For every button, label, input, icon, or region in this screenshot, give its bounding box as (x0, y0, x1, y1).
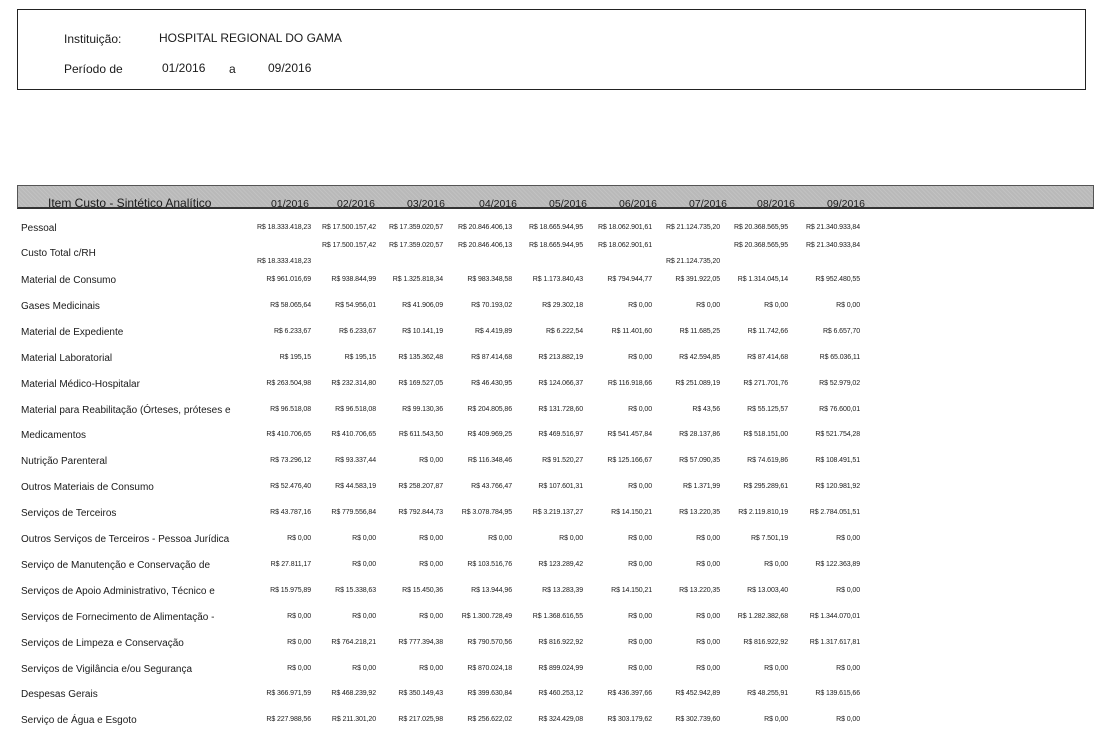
value-cell: R$ 366.971,59 (266, 690, 311, 698)
value-cell: R$ 0,00 (628, 612, 652, 620)
institution-name: HOSPITAL REGIONAL DO GAMA (159, 31, 342, 45)
value-cell: R$ 0,00 (628, 535, 652, 542)
table-title: Item Custo - Sintético Analítico (48, 196, 212, 210)
column-header: 06/2016 (619, 198, 657, 210)
value-cell: R$ 6.233,67 (273, 327, 311, 335)
value-cell: R$ 0,00 (696, 664, 720, 672)
header-box (17, 9, 1086, 90)
row-label: Despesas Gerais (21, 689, 98, 701)
value-cell: R$ 409.969,25 (467, 431, 512, 439)
row-label: Material para Reabilitação (Órteses, próteses e (21, 404, 231, 416)
value-cell: R$ 611.543,50 (398, 431, 443, 439)
value-cell: R$ 983.348,58 (467, 276, 512, 283)
value-cell: R$ 518.151,00 (743, 431, 788, 439)
value-cell: R$ 120.981,92 (815, 483, 860, 491)
value-cell: R$ 99.130,36 (402, 405, 443, 413)
value-cell: R$ 0,00 (287, 612, 311, 620)
value-cell: R$ 195,15 (344, 353, 376, 361)
value-cell: R$ 961.016,69 (266, 276, 311, 283)
value-cell: R$ 0,00 (836, 664, 860, 672)
value-cell: R$ 0,00 (352, 664, 376, 672)
value-cell: R$ 124.066,37 (538, 379, 583, 387)
row-label: Material de Consumo (21, 275, 117, 286)
value-cell: R$ 436.397,66 (607, 690, 652, 698)
value-cell: R$ 7.501,19 (750, 535, 788, 542)
value-cell: R$ 135.362,48 (398, 353, 443, 361)
value-cell: R$ 17.359.020,57 (388, 224, 443, 231)
value-cell: R$ 232.314,80 (331, 379, 376, 387)
value-cell: R$ 399.630,84 (467, 690, 512, 698)
value-cell: R$ 41.906,09 (402, 301, 443, 309)
value-cell: R$ 91.520,27 (542, 457, 583, 465)
value-cell: R$ 28.137,86 (679, 431, 720, 439)
value-cell: R$ 2.784.051,51 (809, 509, 860, 517)
value-cell: R$ 11.401,60 (611, 327, 652, 335)
value-cell: R$ 521.754,28 (815, 431, 860, 439)
value-cell: R$ 46.430,95 (471, 379, 512, 387)
value-cell: R$ 816.922,92 (743, 638, 788, 646)
value-cell: R$ 0,00 (836, 716, 860, 724)
value-cell: R$ 295.289,61 (743, 483, 788, 491)
row-label: Serviços de Terceiros (21, 508, 117, 520)
value-cell: R$ 18.333.418,23 (256, 258, 311, 265)
value-cell: R$ 3.219.137,27 (532, 509, 583, 517)
value-cell: R$ 1.368.616,55 (532, 612, 583, 620)
value-cell: R$ 0,00 (628, 483, 652, 491)
value-cell: R$ 0,00 (352, 612, 376, 620)
value-cell: R$ 18.665.944,95 (528, 224, 583, 231)
value-cell: R$ 20.368.565,95 (733, 224, 788, 231)
value-cell: R$ 13.003,40 (747, 586, 788, 594)
row-label: Custo Total c/RH (21, 248, 96, 259)
value-cell: R$ 13.944,96 (471, 586, 512, 594)
value-cell: R$ 460.253,12 (538, 690, 583, 698)
institution-label: Instituição: (64, 32, 122, 46)
value-cell: R$ 107.601,31 (538, 483, 583, 491)
value-cell: R$ 125.166,67 (607, 457, 652, 465)
value-cell: R$ 816.922,92 (538, 638, 583, 646)
value-cell: R$ 43.787,16 (270, 509, 311, 517)
column-header: 09/2016 (827, 198, 865, 210)
column-header: 05/2016 (549, 198, 587, 210)
row-label: Material Laboratorial (21, 352, 113, 364)
value-cell: R$ 0,00 (287, 638, 311, 646)
value-cell: R$ 764.218,21 (331, 638, 376, 646)
value-cell: R$ 27.811,17 (270, 560, 311, 568)
value-cell: R$ 938.844,99 (331, 276, 376, 283)
value-cell: R$ 21.124.735,20 (665, 258, 720, 265)
value-cell: R$ 17.359.020,57 (388, 242, 443, 249)
value-cell: R$ 169.527,05 (398, 379, 443, 387)
value-cell: R$ 0,00 (419, 457, 443, 465)
value-cell: R$ 20.846.406,13 (457, 242, 512, 249)
value-cell: R$ 43.766,47 (471, 483, 512, 491)
value-cell: R$ 18.333.418,23 (256, 224, 311, 231)
value-cell: R$ 15.975,89 (270, 586, 311, 594)
row-label: Serviços de Limpeza e Conservação (21, 637, 184, 649)
value-cell: R$ 794.944,77 (607, 276, 652, 283)
value-cell: R$ 779.556,84 (331, 509, 376, 517)
value-cell: R$ 29.302,18 (542, 301, 583, 309)
value-cell: R$ 44.583,19 (335, 483, 376, 491)
column-header: 02/2016 (337, 198, 375, 210)
column-header: 03/2016 (407, 198, 445, 210)
value-cell: R$ 20.846.406,13 (457, 224, 512, 231)
value-cell: R$ 73.296,12 (270, 457, 311, 465)
value-cell: R$ 258.207,87 (398, 483, 443, 491)
value-cell: R$ 0,00 (836, 301, 860, 309)
value-cell: R$ 116.918,66 (607, 379, 652, 387)
value-cell: R$ 0,00 (764, 664, 788, 672)
value-cell: R$ 1.282.382,68 (737, 612, 788, 620)
row-label: Gases Medicinais (21, 300, 100, 312)
value-cell: R$ 103.516,76 (467, 560, 512, 568)
value-cell: R$ 1.314.045,14 (737, 276, 788, 283)
value-cell: R$ 0,00 (628, 301, 652, 309)
value-cell: R$ 14.150,21 (611, 509, 652, 517)
value-cell: R$ 0,00 (628, 560, 652, 568)
row-label: Serviços de Vigilância e/ou Segurança (21, 663, 193, 675)
value-cell: R$ 42.594,85 (679, 353, 720, 361)
value-cell: R$ 58.065,64 (270, 301, 311, 309)
value-cell: R$ 251.089,19 (675, 379, 720, 387)
value-cell: R$ 21.124.735,20 (665, 224, 720, 231)
value-cell: R$ 0,00 (419, 612, 443, 620)
value-cell: R$ 93.337,44 (335, 457, 376, 465)
value-cell: R$ 0,00 (352, 560, 376, 568)
value-cell: R$ 0,00 (628, 405, 652, 413)
value-cell: R$ 21.340.933,84 (805, 242, 860, 249)
value-cell: R$ 17.500.157,42 (321, 242, 376, 249)
period-separator: a (229, 62, 236, 76)
column-header: 04/2016 (479, 198, 517, 210)
value-cell: R$ 777.394,38 (398, 638, 443, 646)
value-cell: R$ 0,00 (696, 301, 720, 309)
value-cell: R$ 256.622,02 (467, 716, 512, 724)
value-cell: R$ 6.233,67 (338, 327, 376, 335)
value-cell: R$ 76.600,01 (819, 405, 860, 413)
value-cell: R$ 452.942,89 (675, 690, 720, 698)
value-cell: R$ 65.036,11 (819, 353, 860, 361)
row-label: Outros Materiais de Consumo (21, 482, 154, 494)
value-cell: R$ 217.025,98 (398, 716, 443, 724)
value-cell: R$ 0,00 (628, 638, 652, 646)
row-label: Serviços de Apoio Administrativo, Técnico e (21, 585, 215, 597)
value-cell: R$ 468.239,92 (331, 690, 376, 698)
value-cell: R$ 303.179,62 (607, 716, 652, 724)
value-cell: R$ 469.516,97 (538, 431, 583, 439)
value-cell: R$ 1.300.728,49 (461, 612, 512, 620)
row-label: Pessoal (21, 223, 57, 234)
value-cell: R$ 410.706,65 (266, 431, 311, 439)
value-cell: R$ 204.805,86 (467, 405, 512, 413)
column-header: 08/2016 (757, 198, 795, 210)
value-cell: R$ 271.701,76 (743, 379, 788, 387)
period-end: 09/2016 (268, 61, 312, 75)
value-cell: R$ 0,00 (628, 353, 652, 361)
value-cell: R$ 1.371,99 (682, 483, 720, 491)
value-cell: R$ 123.289,42 (538, 560, 583, 568)
value-cell: R$ 952.480,55 (815, 276, 860, 283)
value-cell: R$ 13.220,35 (679, 586, 720, 594)
value-cell: R$ 227.988,56 (266, 716, 311, 724)
value-cell: R$ 18.062.901,61 (597, 224, 652, 231)
value-cell: R$ 2.119.810,19 (738, 509, 788, 517)
value-cell: R$ 0,00 (696, 535, 720, 542)
value-cell: R$ 0,00 (764, 301, 788, 309)
row-label: Outros Serviços de Terceiros - Pessoa Jurídica (21, 534, 230, 545)
value-cell: R$ 122.363,89 (815, 560, 860, 568)
value-cell: R$ 899.024,99 (538, 664, 583, 672)
value-cell: R$ 0,00 (352, 535, 376, 542)
value-cell: R$ 108.491,51 (815, 457, 860, 465)
value-cell: R$ 96.518,08 (270, 405, 311, 413)
value-cell: R$ 52.979,02 (819, 379, 860, 387)
value-cell: R$ 96.518,08 (335, 405, 376, 413)
value-cell: R$ 213.882,19 (538, 353, 583, 361)
value-cell: R$ 0,00 (287, 535, 311, 542)
value-cell: R$ 391.922,05 (675, 276, 720, 283)
value-cell: R$ 195,15 (279, 353, 311, 361)
value-cell: R$ 1.344.070,01 (809, 612, 860, 620)
value-cell: R$ 1.325.818,34 (392, 276, 443, 283)
value-cell: R$ 15.450,36 (402, 586, 443, 594)
value-cell: R$ 350.149,43 (398, 690, 443, 698)
value-cell: R$ 54.956,01 (335, 301, 376, 309)
value-cell: R$ 0,00 (628, 664, 652, 672)
value-cell: R$ 6.222,54 (545, 327, 583, 335)
value-cell: R$ 0,00 (696, 612, 720, 620)
value-cell: R$ 116.348,46 (467, 457, 512, 465)
period-label: Período de (64, 62, 123, 76)
value-cell: R$ 1.317.617,81 (809, 638, 860, 646)
value-cell: R$ 10.141,19 (402, 327, 443, 335)
value-cell: R$ 4.419,89 (474, 327, 512, 335)
row-label: Serviços de Fornecimento de Alimentação - (21, 611, 215, 623)
value-cell: R$ 11.742,66 (747, 327, 788, 335)
value-cell: R$ 57.090,35 (679, 457, 720, 465)
value-cell: R$ 87.414,68 (747, 353, 788, 361)
value-cell: R$ 324.429,08 (538, 716, 583, 724)
value-cell: R$ 870.024,18 (467, 664, 512, 672)
row-label: Serviço de Água e Esgoto (21, 715, 137, 727)
value-cell: R$ 87.414,68 (471, 353, 512, 361)
row-label: Serviço de Manutenção e Conservação de (21, 559, 211, 571)
value-cell: R$ 131.728,60 (538, 405, 583, 413)
value-cell: R$ 55.125,57 (747, 405, 788, 413)
value-cell: R$ 21.340.933,84 (805, 224, 860, 231)
value-cell: R$ 410.706,65 (331, 431, 376, 439)
value-cell: R$ 17.500.157,42 (321, 224, 376, 231)
value-cell: R$ 18.665.944,95 (528, 242, 583, 249)
row-label: Nutrição Parenteral (21, 456, 108, 468)
value-cell: R$ 0,00 (836, 535, 860, 542)
value-cell: R$ 11.685,25 (679, 327, 720, 335)
value-cell: R$ 139.615,66 (815, 690, 860, 698)
value-cell: R$ 43,56 (692, 405, 720, 413)
row-label: Material Médico-Hospitalar (21, 378, 140, 390)
value-cell: R$ 792.844,73 (398, 509, 443, 517)
value-cell: R$ 14.150,21 (611, 586, 652, 594)
row-label: Medicamentos (21, 430, 87, 442)
value-cell: R$ 0,00 (836, 586, 860, 594)
value-cell: R$ 0,00 (764, 716, 788, 724)
period-start: 01/2016 (162, 61, 206, 75)
value-cell: R$ 13.220,35 (679, 509, 720, 517)
value-cell: R$ 541.457,84 (607, 431, 652, 439)
value-cell: R$ 70.193,02 (471, 301, 512, 309)
column-header: 01/2016 (271, 198, 309, 210)
value-cell: R$ 0,00 (287, 664, 311, 672)
value-cell: R$ 0,00 (764, 560, 788, 568)
value-cell: R$ 302.739,60 (675, 716, 720, 724)
value-cell: R$ 74.619,86 (747, 457, 788, 465)
column-header: 07/2016 (689, 198, 727, 210)
value-cell: R$ 0,00 (488, 535, 512, 542)
value-cell: R$ 0,00 (696, 638, 720, 646)
value-cell: R$ 52.476,40 (270, 483, 311, 491)
row-label: Material de Expediente (21, 326, 124, 338)
value-cell: R$ 0,00 (419, 664, 443, 672)
value-cell: R$ 3.078.784,95 (461, 509, 512, 517)
value-cell: R$ 1.173.840,43 (532, 276, 583, 283)
value-cell: R$ 0,00 (559, 535, 583, 542)
value-cell: R$ 15.338,63 (335, 586, 376, 594)
value-cell: R$ 6.657,70 (822, 327, 860, 335)
value-cell: R$ 13.283,39 (542, 586, 583, 594)
value-cell: R$ 263.504,98 (266, 379, 311, 387)
value-cell: R$ 790.570,56 (467, 638, 512, 646)
value-cell: R$ 0,00 (696, 560, 720, 568)
value-cell: R$ 20.368.565,95 (733, 242, 788, 249)
value-cell: R$ 211.301,20 (331, 716, 376, 724)
value-cell: R$ 18.062.901,61 (597, 242, 652, 249)
value-cell: R$ 48.255,91 (747, 690, 788, 698)
value-cell: R$ 0,00 (419, 535, 443, 542)
value-cell: R$ 0,00 (419, 560, 443, 568)
